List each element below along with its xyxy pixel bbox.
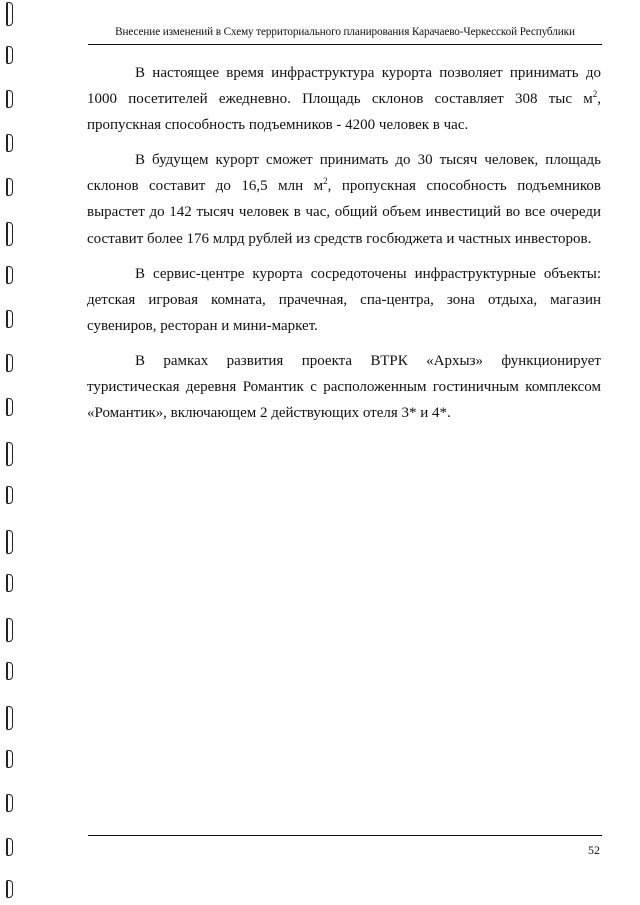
- binding-hole: [6, 90, 13, 108]
- footer-divider: [88, 835, 602, 836]
- binding-hole: [6, 310, 13, 328]
- binding-hole: [6, 222, 13, 246]
- binding-hole: [6, 794, 13, 812]
- header-divider: [88, 44, 602, 45]
- document-body: [87, 60, 601, 435]
- binding-hole: [6, 178, 13, 196]
- binding-hole: [6, 618, 13, 642]
- binding-hole: [6, 530, 13, 554]
- binding-hole: [6, 750, 13, 768]
- binding-hole: [6, 838, 13, 856]
- binding-hole: [6, 398, 13, 416]
- paragraph-future: В будущем курорт сможет принимать до 30 тысяч человек, площадь склонов составит до 16,5 млн $м^2$, пропускная способность подъемников вырастет до 142 тысяч человек в час, общий объем инвестиций во все очереди составит более 176 млрд рублей из средств госбюджета и частных инвесторов.: [87, 152, 602, 247]
- binding-hole: [6, 134, 13, 152]
- binding-hole: [6, 442, 13, 466]
- binding-hole: [6, 46, 13, 64]
- binding-hole: [6, 662, 13, 680]
- binding-hole: [6, 354, 13, 372]
- binding-holes: [0, 0, 24, 905]
- binding-hole: [6, 486, 13, 504]
- binding-hole: [6, 880, 13, 898]
- binding-hole: [6, 2, 13, 26]
- page-header: Внесение изменений в Схему территориального планирования Карачаево-Черкесской Республики: [115, 26, 575, 38]
- paragraph-infrastructure: В настоящее время инфраструктура курорта позволяет принимать до 1000 посетителей ежедневно. Площадь склонов составляет 308 тыс $м^2$, пропускная способность подъемников - 4200 человек в час.: [87, 65, 601, 134]
- paragraph-romantik: В рамках развития проекта ВТРК «Архыз» функционирует туристическая деревня Романтик с расположенным гостиничным комплексом «Романтик», включающем 2 действующих отеля 3* и 4*.: [87, 352, 601, 422]
- binding-hole: [6, 706, 13, 730]
- page-number: 52: [588, 843, 600, 857]
- binding-hole: [6, 266, 13, 284]
- paragraph-service-center: В сервис-центре курорта сосредоточены инфраструктурные объекты: детская игровая комната, прачечная, спа-центра, зона отдыха, магазин сувениров, ресторан и мини-маркет.: [87, 265, 601, 334]
- binding-hole: [6, 574, 13, 592]
